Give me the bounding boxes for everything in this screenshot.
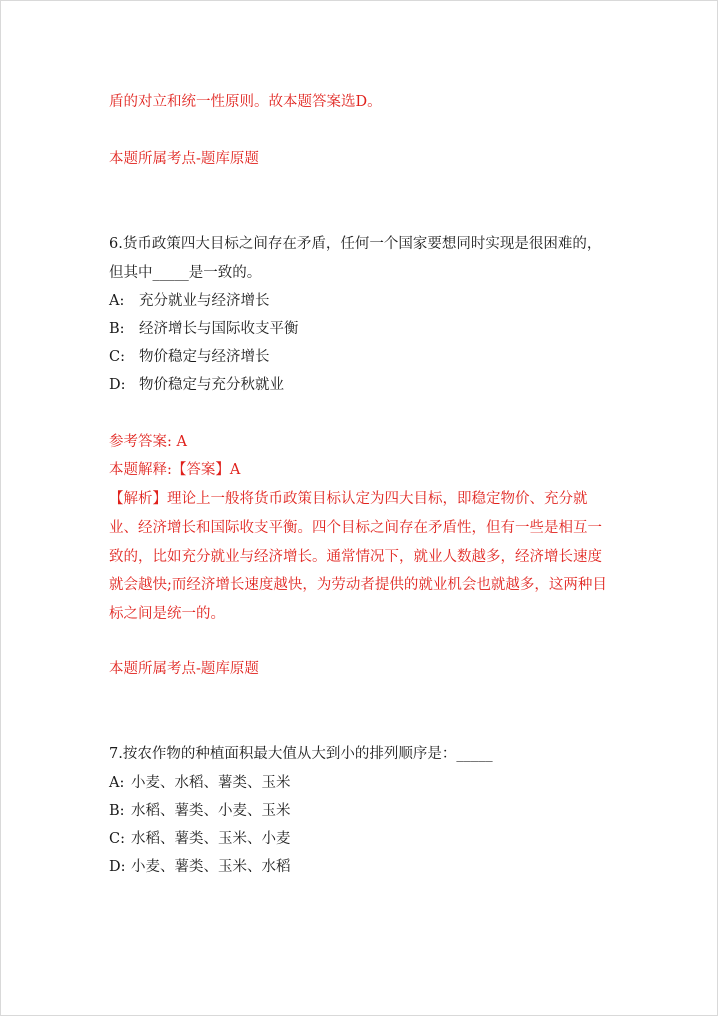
q6-option-b-label: B: xyxy=(109,321,125,337)
q6-analysis-line-2: 业、经济增长和国际收支平衡。四个目标之间存在矛盾性，但有一些是相互一 xyxy=(109,520,602,536)
q7-option-d-label: D: xyxy=(109,859,126,875)
q7-option-a xyxy=(109,773,291,793)
q6-stem-line-1: 6.货币政策四大目标之间存在矛盾，任何一个国家要想同时实现是很困难的， xyxy=(109,236,602,252)
q6-analysis-line-3: 致的，比如充分就业与经济增长。通常情况下，就业人数越多，经济增长速度 xyxy=(109,549,602,565)
q7-option-a-label: A: xyxy=(109,775,125,791)
q6-option-b-text: 经济增长与国际收支平衡 xyxy=(139,321,299,337)
q7-option-c xyxy=(109,829,291,849)
q6-option-c-label: C: xyxy=(109,349,125,365)
q7-option-b-label: B: xyxy=(109,803,125,819)
q7-stem: 7.按农作物的种植面积最大值从大到小的排列顺序是：_____ xyxy=(109,746,493,762)
q6-stem-line-2: 但其中_____是一致的。 xyxy=(109,265,262,281)
q6-option-a-label: A: xyxy=(109,293,125,309)
q6-explain-head: 本题解释:【答案】A xyxy=(109,462,241,478)
q6-source-note: 本题所属考点-题库原题 xyxy=(109,661,259,677)
q7-option-b xyxy=(109,801,291,821)
q6-analysis-line-4: 就会越快;而经济增长速度越快，为劳动者提供的就业机会也就越多，这两种目 xyxy=(109,577,607,593)
q6-option-c-text: 物价稳定与经济增长 xyxy=(139,349,270,365)
q7-option-a-text: 小麦、水稻、薯类、玉米 xyxy=(131,775,291,791)
previous-source-note: 本题所属考点-题库原题 xyxy=(109,151,259,167)
q6-answer: 参考答案: A xyxy=(109,434,187,450)
q6-analysis-line-5: 标之间是统一的。 xyxy=(109,606,225,622)
previous-answer-tail: 盾的对立和统一性原则。故本题答案选D。 xyxy=(109,94,382,110)
q7-option-c-label: C: xyxy=(109,831,125,847)
q6-option-d-text: 物价稳定与充分秋就业 xyxy=(139,377,284,393)
q7-option-d-text: 小麦、薯类、玉米、水稻 xyxy=(131,859,291,875)
q6-option-b xyxy=(109,319,299,339)
q7-option-d xyxy=(109,857,291,877)
q7-option-c-text: 水稻、薯类、玉米、小麦 xyxy=(131,831,291,847)
q6-option-a-text: 充分就业与经济增长 xyxy=(139,293,270,309)
q6-analysis-line-1: 【解析】理论上一般将货币政策目标认定为四大目标，即稳定物价、充分就 xyxy=(109,491,588,507)
q6-option-a xyxy=(109,291,270,311)
q6-option-c xyxy=(109,347,270,367)
q7-option-b-text: 水稻、薯类、小麦、玉米 xyxy=(131,803,291,819)
q6-option-d xyxy=(109,375,284,395)
q6-option-d-label: D: xyxy=(109,377,126,393)
